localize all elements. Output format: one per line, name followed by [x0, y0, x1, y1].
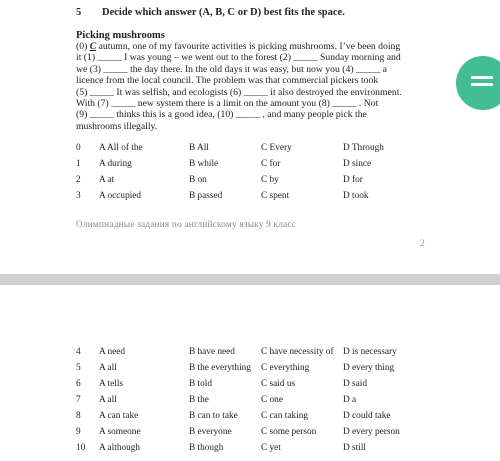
question-number: 7: [76, 395, 81, 405]
question-number: 8: [76, 411, 81, 421]
page-divider: [0, 274, 500, 285]
question-number: 10: [76, 443, 86, 453]
passage-line: With (7) _____ new system there is a limit on the amount you (8) _____ . Not: [76, 98, 379, 110]
task-instruction: Decide which answer (A, B, C or D) best fits the space.: [102, 7, 345, 18]
option-d: D since: [343, 159, 372, 169]
passage-line-text: autumn, one of my favourite activities is picking mushrooms. I’ve been doing: [98, 41, 401, 52]
option-row: [76, 363, 436, 379]
option-d: D a: [343, 395, 357, 405]
option-c: C Every: [261, 143, 292, 153]
footer-note: Олимпиадные задания по английскому языку 9 класс: [76, 220, 297, 230]
option-c: C said us: [261, 379, 296, 389]
option-d: D said: [343, 379, 368, 389]
option-a: A all: [99, 395, 117, 405]
option-row: [76, 191, 436, 207]
options-table-1: [76, 143, 436, 207]
option-d: D every person: [343, 427, 400, 437]
question-number: 1: [76, 159, 81, 169]
passage-line: (5) _____ It was selfish, and ecologists (6) _____ it also destroyed the environment.: [76, 86, 402, 98]
example-label: (0): [76, 41, 88, 52]
passage-line: licence from the local council. The problem was that commercial pickers took: [76, 75, 379, 87]
option-c: C some person: [261, 427, 317, 437]
option-row: [76, 395, 436, 411]
passage-line: we (3) _____ the day there. In the old days it was easy, but now you (4) _____ a: [76, 63, 387, 75]
option-d: D for: [343, 175, 363, 185]
question-number: 5: [76, 363, 81, 373]
passage-line: [76, 41, 422, 52]
option-a: A occupied: [99, 191, 142, 201]
option-b: B have need: [189, 347, 235, 357]
option-c: C by: [261, 175, 279, 185]
passage-line: it (1) _____ I was young – we went out to the forest (2) _____ Sunday morning and: [76, 52, 401, 64]
option-b: B passed: [189, 191, 223, 201]
option-row: [76, 159, 436, 175]
options-table-2: [76, 347, 436, 459]
task-heading: [76, 7, 345, 18]
page-number: 2: [420, 239, 425, 249]
option-a: A tells: [99, 379, 124, 389]
option-a: A during: [99, 159, 132, 169]
option-a: A although: [99, 443, 141, 453]
passage-line: (9) _____ thinks this is a good idea, (10) _____ , and many people pick the: [76, 109, 367, 121]
option-c: C can taking: [261, 411, 308, 421]
option-row: [76, 347, 436, 363]
question-number: 6: [76, 379, 81, 389]
option-d: D still: [343, 443, 366, 453]
option-b: B though: [189, 443, 224, 453]
question-number: 0: [76, 143, 81, 153]
option-b: B All: [189, 143, 209, 153]
option-a: A All of the: [99, 143, 143, 153]
option-b: B can to take: [189, 411, 238, 421]
passage-title: Picking mushrooms: [76, 30, 165, 41]
option-c: C spent: [261, 191, 290, 201]
option-a: A can take: [99, 411, 139, 421]
option-c: C one: [261, 395, 283, 405]
question-number: 3: [76, 191, 81, 201]
question-number: 2: [76, 175, 81, 185]
option-a: A at: [99, 175, 115, 185]
option-c: C yet: [261, 443, 281, 453]
passage-text: [76, 41, 422, 132]
option-b: B while: [189, 159, 219, 169]
option-row: [76, 379, 436, 395]
option-d: D is necessary: [343, 347, 397, 357]
question-number: 4: [76, 347, 81, 357]
task-number: 5: [76, 7, 82, 18]
option-a: A someone: [99, 427, 141, 437]
option-a: A all: [99, 363, 117, 373]
option-row: [76, 143, 436, 159]
option-row: [76, 175, 436, 191]
option-row: [76, 443, 436, 459]
option-d: D Through: [343, 143, 384, 153]
option-c: C for: [261, 159, 281, 169]
option-b: B on: [189, 175, 207, 185]
example-answer: C: [89, 41, 97, 52]
option-a: A need: [99, 347, 126, 357]
question-number: 9: [76, 427, 81, 437]
option-d: D could take: [343, 411, 391, 421]
option-row: [76, 427, 436, 443]
option-d: D took: [343, 191, 369, 201]
option-c: C everything: [261, 363, 310, 373]
option-b: B the everything: [189, 363, 251, 373]
option-b: B told: [189, 379, 212, 389]
option-row: [76, 411, 436, 427]
option-b: B everyone: [189, 427, 232, 437]
option-c: C have necessity of: [261, 347, 334, 357]
option-d: D every thing: [343, 363, 395, 373]
option-b: B the: [189, 395, 209, 405]
passage-line: mushrooms illegally.: [76, 120, 158, 132]
